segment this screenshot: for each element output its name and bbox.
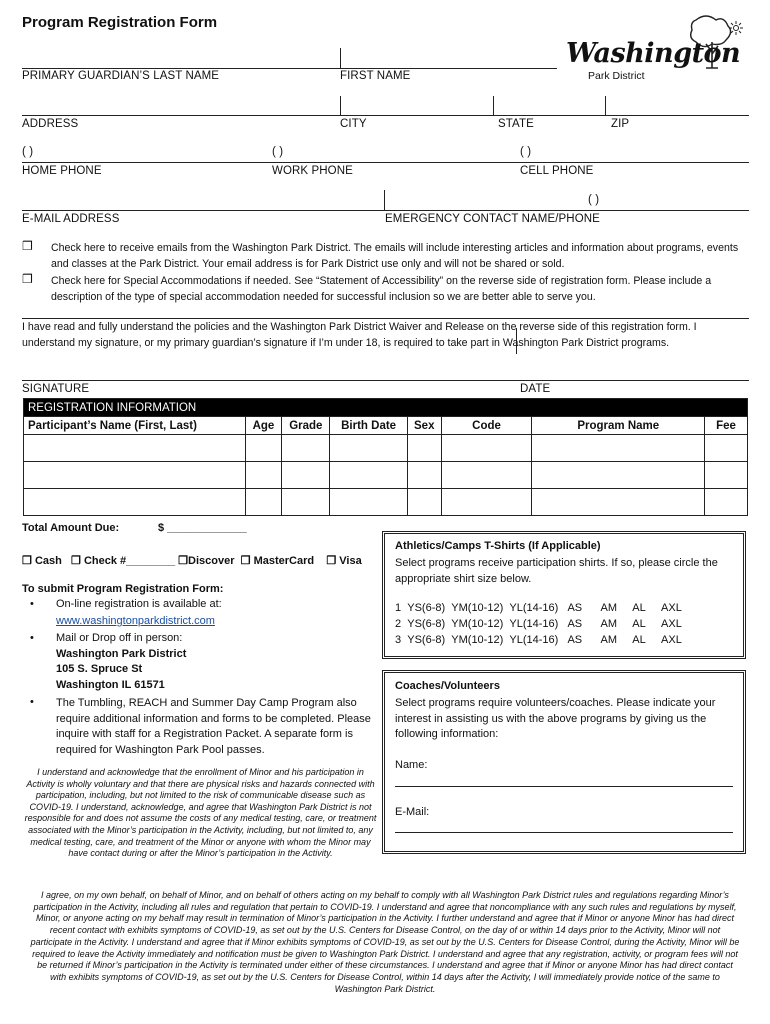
minor-acknowledgement: I understand and acknowledge that the enrollment of Minor and his participation in Activity is wholly voluntary and that there are physical risks and hazards connected with participation, including, but not limited to the risk of communicable disease such as COVID-19. I understand, acknowledge, and agree that Washington Park District is not responsible for and does not assume the costs of any medical testing, care, or treatment associated with the Minor’s participation in the Activity, including, but not limited to, any medical testing, care, and treatment of the Minor or anyone with whom the Minor may have contact during or after the Minor’s participation in the Activity. <box>24 767 377 859</box>
size-as[interactable]: AS <box>567 618 583 630</box>
size-axl[interactable]: AXL <box>661 618 682 630</box>
size-axl[interactable]: AXL <box>661 602 682 614</box>
address-line-1: Washington Park District <box>56 648 187 660</box>
size-as[interactable]: AS <box>567 602 583 614</box>
coach-email-field[interactable] <box>395 832 733 833</box>
shirt-row-1[interactable] <box>395 600 682 616</box>
agreement-text: I have read and fully understand the policies and the Washington Park District Waiver and Release on the reverse side of this registration form. I understand my signature, or my primary guardian’s signature if I’m under 18, is required to take part in Washington Park District programs. <box>22 321 697 349</box>
email-address-label: E-MAIL ADDRESS <box>22 213 120 225</box>
coaches-box <box>382 670 746 854</box>
shirt-row-2[interactable] <box>395 616 682 632</box>
col-age: Age <box>245 417 282 435</box>
state-label: STATE <box>498 118 534 130</box>
work-phone-label: WORK PHONE <box>272 165 353 177</box>
covid-agreement: I agree, on my own behalf, on behalf of Minor, and on behalf of others acting on my behalf to comply with all Washington Park District rules and regulations regarding Minor’s participation in the Activity, including all rules and regulation that pertain to COVID-19. I understand and agree that noncompliance with any such rules and regulations by myself, Minor, or anyone acting on my behalf may result in termination of Minor’s participation in the Activity. I further understand and agree that if Minor or anyone Minor has had direct recent contact with exhibits symptoms of COVID-19, as set out by the U.S. Centers for Disease Control, on the day of or within 14 days prior to the Activity, Minor will not participate in the Activity. I understand and agree that if Minor exhibits symptoms of COVID-19, as set out by the U.S. Centers for Disease Control, during the Activity, Minor will be required to leave the Activity immediately and notification must be given to Washington Park District. I understand and agree that any registration, activity, or program fees will not be returned if Minor’s participation in the Activity is terminated under either of these circumstances. I understand and agree that if Minor or anyone Minor has had direct contact with exhibits symptoms of COVID-19, as set out by the U.S. Centers for Disease Control, within 14 days after the Activity, I will immediately provide notice of the same to Washington Park District. <box>30 890 740 994</box>
col-grade: Grade <box>282 417 330 435</box>
bullet-icon: • <box>30 632 34 644</box>
tumbling-text: The Tumbling, REACH and Summer Day Camp Program also require additional information and forms to be completed. Please inquire with staff for a Registration Packet. A separate form is required for Washington Park Pool passes. <box>56 697 371 756</box>
online-text: On-line registration is available at: <box>56 598 222 610</box>
size-yl[interactable]: YL(14-16) <box>509 602 559 614</box>
cash-label: Cash <box>34 555 62 567</box>
size-yl[interactable]: YL(14-16) <box>509 618 559 630</box>
emergency-area-code: ( ) <box>588 194 600 206</box>
shirt-size-rows <box>395 600 682 648</box>
work-area-code: ( ) <box>272 146 284 158</box>
size-ys[interactable]: YS(6-8) <box>407 602 446 614</box>
cash-checkbox[interactable]: ❒ <box>22 555 32 567</box>
logo-subtitle: Park District <box>588 70 645 82</box>
size-ys[interactable]: YS(6-8) <box>407 618 446 630</box>
shirt-row-num: 2 <box>395 618 402 630</box>
coaches-heading: Coaches/Volunteers <box>395 680 500 692</box>
check-checkbox[interactable]: ❒ <box>71 555 81 567</box>
washington-park-district-logo <box>566 12 746 86</box>
discover-checkbox[interactable]: ❒ <box>178 555 189 567</box>
page-title: Program Registration Form <box>22 14 218 31</box>
total-amount-value: $ _____________ <box>158 522 247 534</box>
shirt-row-3[interactable] <box>395 632 682 648</box>
city-label: CITY <box>340 118 367 130</box>
size-as[interactable]: AS <box>567 634 583 646</box>
tshirts-heading: Athletics/Camps T-Shirts (If Applicable) <box>395 540 601 552</box>
size-al[interactable]: AL <box>632 602 646 614</box>
payment-methods <box>22 554 362 567</box>
col-birth-date: Birth Date <box>330 417 408 435</box>
size-ym[interactable]: YM(10-12) <box>451 634 504 646</box>
first-name-label: FIRST NAME <box>340 70 411 82</box>
size-axl[interactable]: AXL <box>661 634 682 646</box>
table-row[interactable] <box>24 489 748 516</box>
emergency-contact-label: EMERGENCY CONTACT NAME/PHONE <box>385 213 600 225</box>
mail-text: Mail or Drop off in person: <box>56 632 183 644</box>
address-line-2: 105 S. Spruce St <box>56 663 143 675</box>
coach-name-label: Name: <box>395 759 428 771</box>
cell-area-code: ( ) <box>520 146 532 158</box>
accommodations-checkbox[interactable]: ❒ <box>22 272 33 286</box>
home-phone-label: HOME PHONE <box>22 165 102 177</box>
size-am[interactable]: AM <box>600 602 617 614</box>
signature-label: SIGNATURE <box>22 383 90 395</box>
size-al[interactable]: AL <box>632 634 646 646</box>
table-row[interactable] <box>24 462 748 489</box>
email-opt-in-checkbox[interactable]: ❒ <box>22 239 33 253</box>
size-ym[interactable]: YM(10-12) <box>451 602 504 614</box>
accommodations-text: Check here for Special Accommodations if needed. See “Statement of Accessibility” on the reverse side of registration form. Please include a description of the type of special accommodation needed for successful inclusion so we are better able to serve you. <box>51 275 712 303</box>
shirt-row-num: 1 <box>395 602 402 614</box>
tshirts-text: Select programs receive participation shirts. If so, please circle the appropriate shirt size below. <box>395 557 718 585</box>
total-amount-label: Total Amount Due: <box>22 522 120 534</box>
size-ym[interactable]: YM(10-12) <box>451 618 504 630</box>
coach-email-label: E-Mail: <box>395 806 430 818</box>
discover-label: Discover <box>188 555 235 567</box>
address-label: ADDRESS <box>22 118 79 130</box>
size-ys[interactable]: YS(6-8) <box>407 634 446 646</box>
coaches-text: Select programs require volunteers/coaches. Please indicate your interest in assisting us with the above programs by giving us the following information: <box>395 697 716 740</box>
mastercard-label: MasterCard <box>253 555 315 567</box>
visa-checkbox[interactable]: ❒ <box>326 555 337 567</box>
logo-wordmark: Washington <box>566 38 741 69</box>
shirt-row-num: 3 <box>395 634 402 646</box>
zip-label: ZIP <box>611 118 630 130</box>
cell-phone-label: CELL PHONE <box>520 165 594 177</box>
col-participant-name: Participant’s Name (First, Last) <box>24 417 246 435</box>
col-code: Code <box>441 417 532 435</box>
registration-header: REGISTRATION INFORMATION <box>24 399 748 417</box>
size-al[interactable]: AL <box>632 618 646 630</box>
table-row[interactable] <box>24 435 748 462</box>
email-opt-in-text: Check here to receive emails from the Washington Park District. The emails will include interesting articles and information about programs, events and classes at the Park District. Your email address is for Park District use only and will not be shared or sold. <box>51 242 739 270</box>
bullet-icon: • <box>30 696 34 708</box>
address-line-3: Washington IL 61571 <box>56 679 165 691</box>
mastercard-checkbox[interactable]: ❒ <box>240 555 251 567</box>
col-fee: Fee <box>705 417 748 435</box>
visa-label: Visa <box>339 555 362 567</box>
col-sex: Sex <box>407 417 441 435</box>
coach-name-field[interactable] <box>395 786 733 787</box>
registration-table <box>23 398 748 516</box>
submit-heading: To submit Program Registration Form: <box>22 583 224 595</box>
website-link[interactable]: www.washingtonparkdistrict.com <box>56 615 215 627</box>
col-program-name: Program Name <box>532 417 705 435</box>
size-am[interactable]: AM <box>600 618 617 630</box>
size-am[interactable]: AM <box>600 634 617 646</box>
date-label: DATE <box>520 383 551 395</box>
home-area-code: ( ) <box>22 146 34 158</box>
size-yl[interactable]: YL(14-16) <box>509 634 559 646</box>
guardian-last-name-label: PRIMARY GUARDIAN’S LAST NAME <box>22 70 220 82</box>
check-label: Check #________ <box>83 555 176 567</box>
tshirts-box <box>382 531 746 659</box>
bullet-icon: • <box>30 598 34 610</box>
